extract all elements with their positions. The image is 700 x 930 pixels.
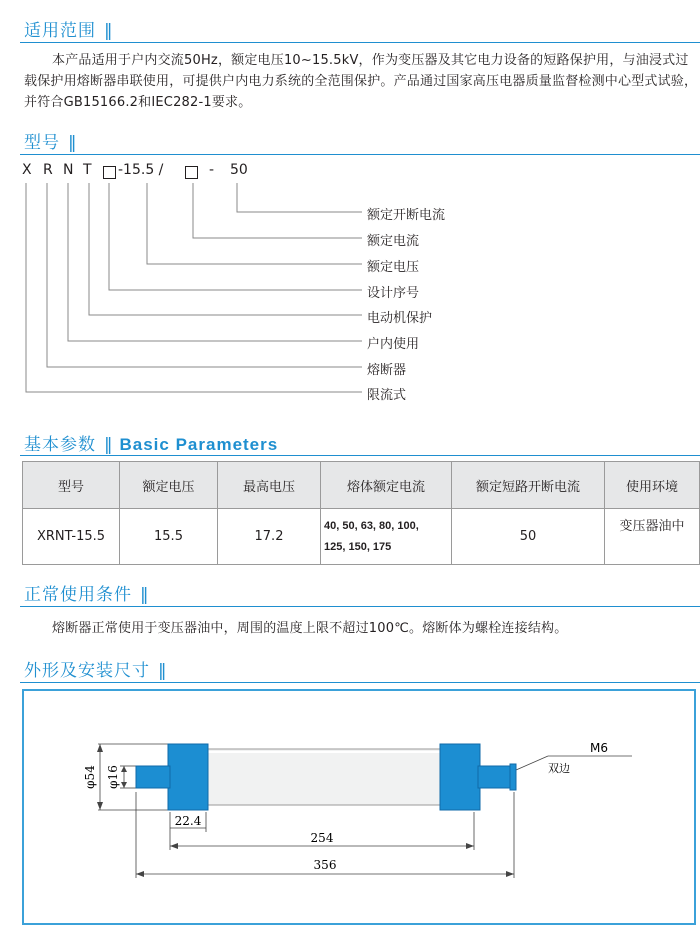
normal-title-text: 正常使用条件 bbox=[24, 585, 132, 605]
model-rated-voltage: -15.5 / bbox=[118, 162, 164, 178]
scope-title-bars: ‖ bbox=[104, 21, 114, 41]
thread-note: 双边 bbox=[548, 762, 570, 775]
label-breaking-current: 额定开断电流 bbox=[367, 208, 446, 223]
basic-title-bars: ‖ bbox=[104, 435, 114, 455]
model-char-n: N bbox=[63, 162, 74, 178]
normal-paragraph: 熔断器正常使用于变压器油中，周围的温度上限不超过100℃。熔断体为螺栓连接结构。 bbox=[52, 621, 568, 636]
normal-title-bars: ‖ bbox=[140, 585, 150, 605]
outline-title-bars: ‖ bbox=[158, 661, 168, 681]
label-indoor: 户内使用 bbox=[367, 337, 420, 352]
label-current-limiting: 限流式 bbox=[367, 388, 407, 403]
model-char-t: T bbox=[83, 162, 92, 178]
dim-phi54: φ54 bbox=[83, 765, 97, 789]
th-model: 型号 bbox=[23, 462, 120, 509]
label-motor-protection: 电动机保护 bbox=[367, 311, 433, 326]
outline-title-text: 外形及安装尺寸 bbox=[24, 661, 150, 681]
dim-356: 356 bbox=[313, 858, 337, 872]
td-rated-voltage: 15.5 bbox=[120, 509, 218, 565]
model-breaking-current: 50 bbox=[230, 162, 248, 178]
model-title-text: 型号 bbox=[24, 133, 60, 153]
fuse-current-line1: 40, 50, 63, 80, 100, bbox=[324, 519, 419, 532]
td-max-voltage: 17.2 bbox=[218, 509, 321, 565]
th-rated-voltage: 额定电压 bbox=[120, 462, 218, 509]
label-rated-voltage: 额定电压 bbox=[367, 260, 420, 275]
label-fuse: 熔断器 bbox=[367, 363, 407, 378]
label-design-seq: 设计序号 bbox=[367, 286, 420, 301]
scope-paragraph: 本产品适用于户内交流50Hz，额定电压10~15.5kV，作为变压器及其它电力设备的短路保护用，与油浸式过载保护用熔断器串联使用，可提供户内电力系统的全范围保护。产品通过国家高压电器质量监督检测中心型式试验，并符合GB15166.2和IEC282-1要求。 bbox=[24, 53, 698, 110]
basic-title-en: Basic Parameters bbox=[119, 435, 279, 454]
td-model: XRNT-15.5 bbox=[23, 509, 120, 565]
dim-phi16: φ16 bbox=[106, 765, 120, 789]
thread-m6: M6 bbox=[590, 741, 608, 755]
model-char-x: X bbox=[22, 162, 32, 178]
td-breaking-current: 50 bbox=[452, 509, 605, 565]
dim-22-4: 22.4 bbox=[174, 814, 202, 828]
th-fuse-current: 熔体额定电流 bbox=[321, 462, 452, 509]
fuse-current-line2: 125, 150, 175 bbox=[324, 540, 392, 553]
scope-title-text: 适用范围 bbox=[24, 21, 96, 41]
th-max-voltage: 最高电压 bbox=[218, 462, 321, 509]
dim-254: 254 bbox=[310, 831, 334, 845]
th-environment: 使用环境 bbox=[605, 462, 700, 509]
basic-title-text: 基本参数 bbox=[24, 435, 96, 455]
model-title-bars: ‖ bbox=[68, 133, 78, 153]
td-environment: 变压器油中 bbox=[605, 509, 700, 565]
label-rated-current: 额定电流 bbox=[367, 234, 420, 249]
th-breaking-current: 额定短路开断电流 bbox=[452, 462, 605, 509]
model-char-r: R bbox=[43, 162, 53, 178]
model-dash: - bbox=[209, 162, 215, 178]
